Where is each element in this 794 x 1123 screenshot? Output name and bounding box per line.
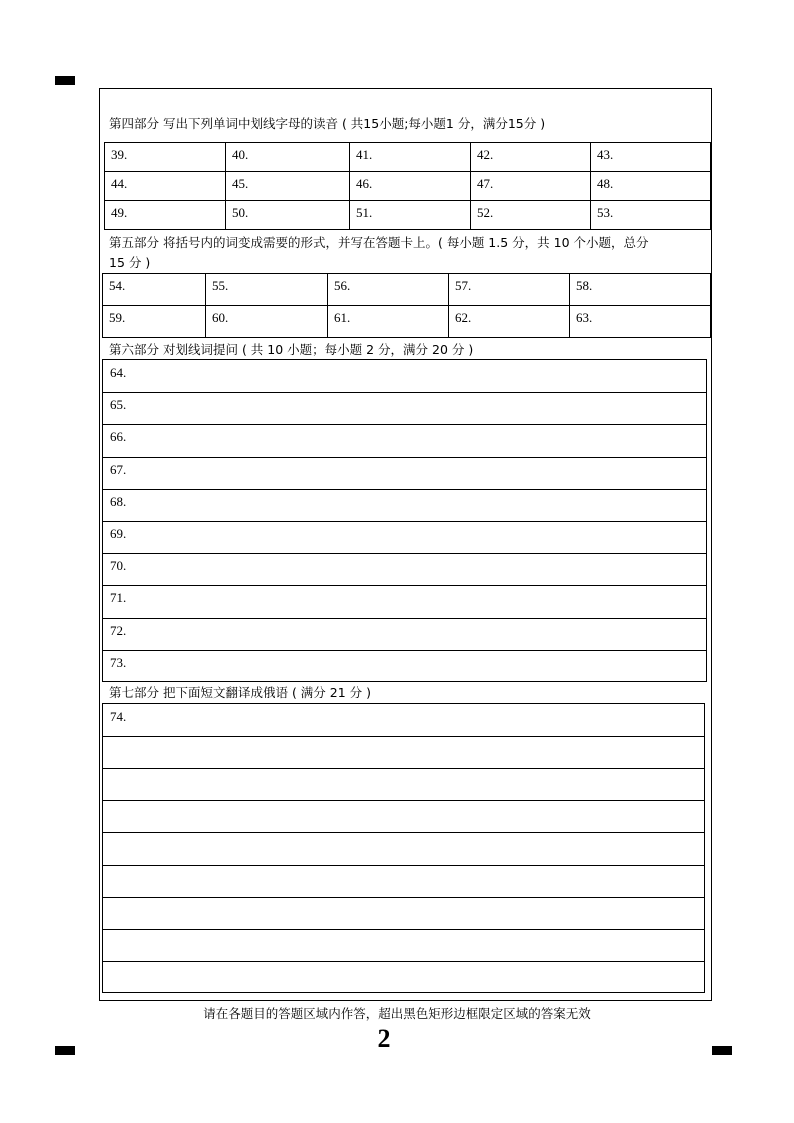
part5-title-line2: 15 分 ) [109, 255, 151, 270]
answer-line-label: 73. [110, 654, 127, 670]
answer-line[interactable] [103, 457, 706, 458]
part7-title: 第七部分 把下面短文翻译成俄语 ( 满分 21 分 ) [109, 685, 372, 700]
answer-cell[interactable]: 49. [105, 201, 226, 230]
answer-cell[interactable]: 54. [103, 274, 206, 306]
answer-cell[interactable]: 45. [226, 172, 350, 201]
answer-cell[interactable]: 43. [591, 143, 711, 172]
answer-line[interactable] [103, 832, 704, 833]
answer-line-label: 72. [110, 622, 127, 638]
answer-line[interactable] [103, 865, 704, 866]
registration-mark-top-left [55, 76, 75, 85]
answer-cell[interactable]: 40. [226, 143, 350, 172]
part4-answer-grid [104, 142, 711, 230]
answer-line[interactable] [103, 585, 706, 586]
answer-cell[interactable]: 61. [328, 306, 449, 338]
part4-title: 第四部分 写出下列单词中划线字母的读音 ( 共15小题;每小题1 分，满分15分 ) [109, 116, 546, 131]
answer-cell[interactable]: 51. [350, 201, 471, 230]
grid-row [103, 306, 711, 338]
answer-line[interactable] [103, 618, 706, 619]
grid-row [105, 172, 711, 201]
answer-cell[interactable]: 48. [591, 172, 711, 201]
answer-line-label: 66. [110, 429, 127, 445]
answer-cell[interactable]: 57. [449, 274, 570, 306]
answer-cell[interactable]: 44. [105, 172, 226, 201]
answer-line-label: 71. [110, 590, 127, 606]
answer-cell[interactable]: 50. [226, 201, 350, 230]
answer-cell[interactable]: 46. [350, 172, 471, 201]
part7-answer-lines [102, 703, 705, 993]
answer-line[interactable] [103, 929, 704, 930]
answer-line[interactable] [103, 650, 706, 651]
grid-row [105, 201, 711, 230]
answer-line[interactable] [103, 961, 704, 962]
answer-cell[interactable]: 47. [471, 172, 591, 201]
answer-line[interactable] [103, 768, 704, 769]
part6-answer-lines [102, 359, 707, 682]
answer-line-label: 65. [110, 397, 127, 413]
answer-cell[interactable]: 52. [471, 201, 591, 230]
answer-line[interactable] [103, 521, 706, 522]
grid-row [105, 143, 711, 172]
answer-line-label: 74. [110, 709, 127, 724]
answer-cell[interactable]: 56. [328, 274, 449, 306]
answer-line-label: 64. [110, 365, 127, 380]
answer-line[interactable] [103, 553, 706, 554]
answer-cell[interactable]: 59. [103, 306, 206, 338]
answer-cell[interactable]: 58. [570, 274, 711, 306]
answer-line[interactable] [103, 800, 704, 801]
page-number: 2 [377, 1024, 391, 1053]
answer-cell[interactable]: 60. [206, 306, 328, 338]
answer-line-label: 69. [110, 526, 127, 541]
answer-cell[interactable]: 62. [449, 306, 570, 338]
footer-note: 请在各题目的答题区域内作答，超出黑色矩形边框限定区域的答案无效 [203, 1006, 591, 1021]
answer-cell[interactable]: 53. [591, 201, 711, 230]
answer-line-label: 67. [110, 461, 127, 477]
part6-title: 第六部分 对划线词提问 ( 共 10 小题；每小题 2 分，满分 20 分 ) [109, 342, 474, 357]
answer-line[interactable] [103, 424, 706, 425]
answer-line[interactable] [103, 392, 706, 393]
answer-line[interactable] [103, 489, 706, 490]
answer-cell[interactable]: 55. [206, 274, 328, 306]
part5-title-line1: 第五部分 将括号内的词变成需要的形式，并写在答题卡上。( 每小题 1.5 分，共 10 个小题，总分 [109, 235, 649, 250]
answer-cell[interactable]: 39. [105, 143, 226, 172]
answer-cell[interactable]: 63. [570, 306, 711, 338]
grid-row [103, 274, 711, 306]
answer-line-label: 70. [110, 558, 127, 574]
answer-line[interactable] [103, 736, 704, 737]
answer-line-label: 68. [110, 493, 127, 509]
part5-answer-grid [102, 273, 711, 338]
answer-line[interactable] [103, 897, 704, 898]
answer-cell[interactable]: 41. [350, 143, 471, 172]
answer-cell[interactable]: 42. [471, 143, 591, 172]
